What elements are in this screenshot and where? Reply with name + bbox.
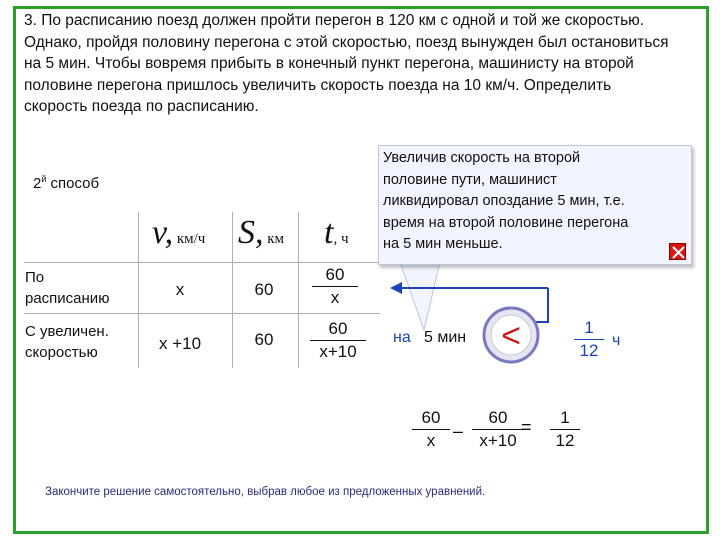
delay-prefix: на: [393, 329, 411, 346]
clock-icon: [481, 305, 541, 365]
fraction-numerator: 60: [328, 319, 348, 338]
time-unit: , ч: [333, 231, 349, 247]
method-number: 2: [33, 175, 42, 192]
speed-unit: км/ч: [173, 231, 206, 247]
method-text: способ: [46, 175, 100, 192]
cell-distance: 60: [254, 280, 274, 299]
fraction-numerator: 1: [560, 408, 570, 427]
fraction-numerator: 60: [421, 408, 441, 427]
problem-line: половине перегона пришлось увеличить скорость поезда на 10 км/ч. Определить: [24, 76, 612, 94]
problem-line: скорость поезда по расписанию.: [24, 98, 259, 115]
fraction-numerator: 60: [488, 408, 508, 427]
fraction-numerator: 60: [325, 265, 345, 284]
distance-unit: км: [263, 231, 285, 247]
fraction-denominator: 12: [555, 431, 575, 450]
callout-line: время на второй половине перегона: [383, 214, 629, 231]
callout-text: [383, 148, 683, 256]
callout-line: ликвидировал опоздание 5 мин, т.е.: [383, 193, 625, 209]
callout-line: Увеличив скорость на второй: [383, 150, 581, 166]
delay-fraction: [574, 318, 604, 361]
problem-line: 3. По расписанию поезд должен пройти перегон в 120 км с одной и той же скоростью.: [24, 12, 645, 29]
distance-symbol: S,: [238, 214, 264, 251]
equation-term-b: [472, 408, 524, 451]
callout-line: на 5 мин меньше.: [383, 236, 503, 252]
problem-line: Однако, пройдя половину перегона с этой скоростью, поезд вынужден был остановиться: [24, 33, 669, 51]
speed-symbol: v,: [152, 214, 174, 251]
row-label-line: С увеличен.: [25, 323, 109, 340]
fraction-bar: [412, 429, 450, 430]
fraction-denominator: x+10: [319, 342, 357, 361]
callout-line: половине пути, машинист: [383, 171, 557, 188]
fraction-bar: [472, 429, 524, 430]
cell-distance: 60: [254, 330, 274, 349]
row-label-line: расписанию: [25, 290, 110, 307]
problem-line: на 5 мин. Чтобы вовремя прибыть в конечный пункт перегона, машинисту на второй: [24, 55, 634, 72]
delay-value: 5 мин: [424, 329, 467, 346]
minus-sign: –: [453, 421, 464, 441]
close-x-glyph: [670, 244, 687, 261]
fraction-bar: [550, 429, 580, 430]
footer-instruction: Закончите решение самостоятельно, выбрав любое из предложенных уравнений.: [45, 486, 486, 498]
time-symbol: t: [324, 214, 334, 251]
less-than-symbol: <: [501, 317, 521, 355]
fraction-denominator: x: [330, 288, 340, 307]
fraction-bar: [574, 339, 604, 340]
row-label-line: скоростью: [25, 344, 98, 361]
fraction-denominator: x: [426, 431, 436, 450]
fraction-denominator: 12: [579, 341, 599, 360]
row-label-line: По: [25, 269, 45, 286]
fraction-denominator: x+10: [479, 431, 517, 450]
hours-unit: ч: [612, 332, 621, 349]
cell-speed: x: [175, 280, 185, 299]
cell-speed: x +10: [158, 334, 202, 353]
equation-term-c: [550, 408, 580, 451]
close-x-icon[interactable]: [669, 243, 686, 260]
equals-sign: =: [521, 417, 532, 437]
equation-term-a: [412, 408, 450, 451]
fraction-numerator: 1: [584, 318, 594, 337]
method-suffix: й: [41, 174, 47, 184]
